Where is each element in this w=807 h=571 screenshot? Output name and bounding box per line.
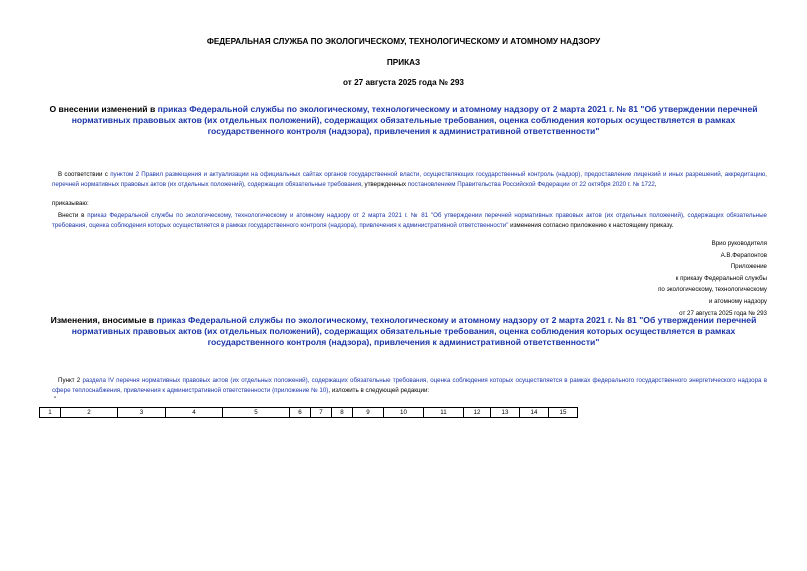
order-text-1: Внести в [58, 212, 88, 219]
table-cell: 6 [290, 408, 311, 418]
table-cell: 1 [40, 408, 61, 418]
document-type: ПРИКАЗ [386, 58, 421, 67]
table-cell: 8 [332, 408, 353, 418]
table-cell: 5 [223, 408, 290, 418]
agency-name: ФЕДЕРАЛЬНАЯ СЛУЖБА ПО ЭКОЛОГИЧЕСКОМУ, ТЕХНОЛОГИЧЕСКОМУ И АТОМНОМУ НАДЗОРУ [206, 37, 601, 46]
basis-text-1: В соответствии с [58, 171, 111, 178]
table-cell: 10 [384, 408, 424, 418]
signature-appendix-block [517, 238, 767, 319]
table-cell: 11 [424, 408, 464, 418]
columns-table [39, 407, 578, 418]
appendix-title [40, 315, 767, 348]
title-prefix: О внесении изменений в [49, 104, 158, 114]
table-cell: 12 [464, 408, 491, 418]
appendix-title-prefix: Изменения, вносимые в [50, 315, 157, 325]
basis-link-rules[interactable]: пунктом 2 Правил размещения и актуализации на официальных сайтах органов государственной власти, осуществляющих государственный контроль (надзор), предоставление лицензий и иных разрешений, аккредитацию, перечней нормативных правовых актов (их отдельных положений), содержащих обязательные требования [52, 171, 767, 188]
change-text-1: Пункт 2 [58, 377, 83, 384]
paragraph-change [52, 376, 767, 395]
appendix-line-5: от 27 августа 2025 года № 293 [679, 309, 767, 317]
table-cell: 3 [118, 408, 166, 418]
table-cell: 9 [353, 408, 384, 418]
quote-mark: " [54, 396, 57, 403]
order-text-2: изменения согласно приложению к настоящему приказу. [508, 221, 674, 229]
document-date-number: от 27 августа 2025 года № 293 [343, 78, 464, 87]
change-text-2: , изложить в следующей редакции: [328, 386, 430, 394]
signature-position: Врио руководителя [711, 240, 767, 247]
title-link[interactable]: приказ Федеральной службы по экологическому, технологическому и атомному надзору от 2 марта 2021 г. № 81 "Об утверждении перечней нормативных правовых актов (их отдельных положений), содержащих обязательные требования, оценка соблюдения которых осуществляется в рамках государственного контроля (надзора), привлечения к административной ответственности" [71, 104, 758, 136]
paragraph-order [52, 211, 767, 230]
appendix-line-2: к приказу Федеральной службы [675, 274, 767, 282]
basis-text-3: , [654, 180, 657, 188]
table-row [40, 408, 578, 418]
signature-name: А.В.Ферапонтов [720, 251, 767, 259]
table-cell: 15 [549, 408, 578, 418]
table-cell: 14 [520, 408, 549, 418]
table-cell: 7 [311, 408, 332, 418]
appendix-line-1: Приложение [730, 263, 767, 271]
basis-link-decree[interactable]: постановлением Правительства Российской Федерации от 22 октября 2020 г. № 1722 [407, 180, 655, 188]
document-title [40, 104, 767, 137]
table-cell: 13 [491, 408, 520, 418]
prikazyvayu-text: приказываю: [52, 200, 89, 207]
appendix-line-4: и атомному надзору [708, 297, 767, 305]
change-link[interactable]: раздела IV перечня нормативных правовых актов (их отдельных положений), содержащих обязательные требования, оценка соблюдения которых осуществляется в рамках федерального государственного энергетического надзора в сфере теплоснабжения, привлечения к административной ответственности (приложение № 10) [52, 377, 767, 394]
order-link[interactable]: приказ Федеральной службы по экологическому, технологическому и атомному надзору от 2 марта 2021 г. № 81 "Об утверждении перечней нормативных правовых актов (их отдельных положений), содержащих обязательные требования, оценка соблюдения которых осуществляется в рамках государственного контроля (надзора), привлечения к административной ответственности" [52, 212, 767, 229]
table-cell: 2 [61, 408, 118, 418]
table-cell: 4 [166, 408, 223, 418]
basis-text-2: , утвержденных [361, 180, 408, 188]
appendix-title-link[interactable]: приказ Федеральной службы по экологическому, технологическому и атомному надзору от 2 марта 2021 г. № 81 "Об утверждении перечней нормативных правовых актов (их отдельных положений), содержащих обязательные требования, оценка соблюдения которых осуществляется в рамках государственного контроля (надзора), привлечения к административной ответственности" [71, 315, 757, 347]
appendix-line-3: по экологическому, технологическому [658, 286, 767, 294]
paragraph-basis [52, 170, 767, 189]
